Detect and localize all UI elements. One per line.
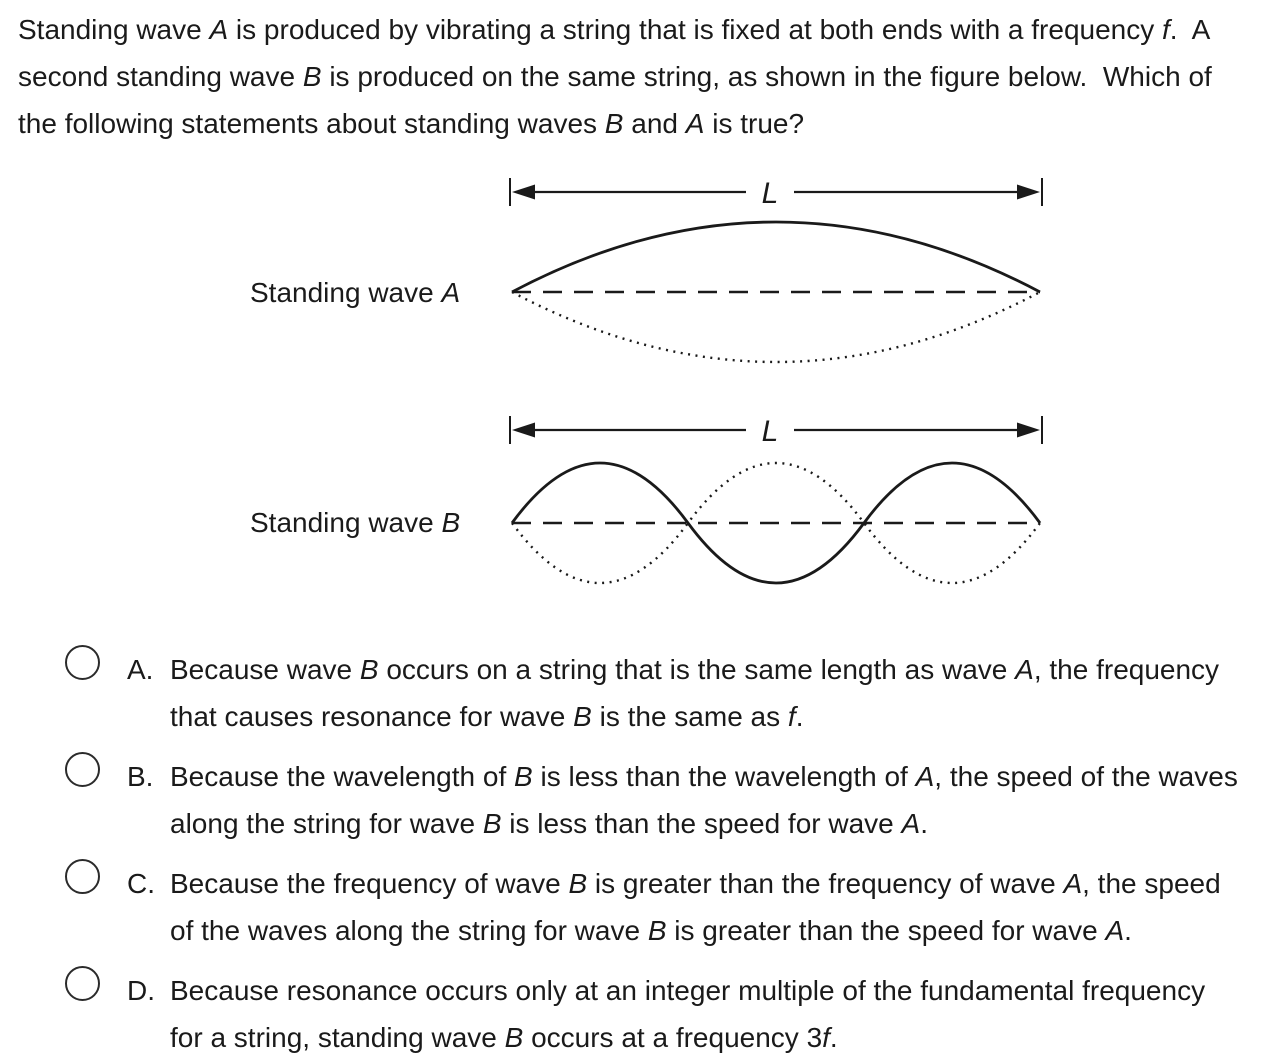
option-a-line-1: Because wave B occurs on a string that is the same length as wave A, the frequency: [170, 654, 1220, 685]
wave-b-diagram: [498, 408, 1054, 608]
wave-a-label: Standing wave A: [250, 277, 461, 308]
length-label: L: [761, 415, 779, 448]
wave-a-dotted-curve: [512, 292, 1040, 362]
option-a-text: [170, 646, 1219, 740]
answer-option-b: [0, 753, 1280, 849]
wave-b-string: [512, 463, 1040, 583]
option-b-line-1: Because the wavelength of B is less than the wavelength of A, the speed of the waves: [170, 761, 1238, 792]
wave-a-length-dimension: [510, 177, 1042, 210]
option-b-line-2: along the string for wave B is less than the speed for wave A.: [170, 808, 928, 839]
answer-option-c: [0, 860, 1280, 956]
answer-option-a: [0, 646, 1280, 742]
question-line-2: second standing wave B is produced on the same string, as shown in the figure below. Which of: [18, 61, 1212, 92]
option-a-letter: A.: [127, 654, 154, 685]
option-c-text: [170, 860, 1221, 954]
wave-a-diagram: [498, 170, 1054, 376]
option-d-letter: D.: [127, 975, 155, 1006]
radio-button-option-a[interactable]: [65, 645, 100, 680]
option-a-line-2: that causes resonance for wave B is the same as f.: [170, 701, 804, 732]
wave-b-label: Standing wave B: [250, 507, 461, 538]
wave-a-string: [512, 222, 1040, 362]
option-d-line-2: for a string, standing wave B occurs at a frequency 3f.: [170, 1022, 838, 1053]
question-line-1: Standing wave A is produced by vibrating a string that is fixed at both ends with a frequency f. A: [18, 14, 1211, 45]
option-d-line-1: Because resonance occurs only at an integer multiple of the fundamental frequency: [170, 975, 1206, 1006]
wave-b-length-dimension: [510, 415, 1042, 448]
radio-button-option-d[interactable]: [65, 966, 100, 1001]
option-b-text: [170, 753, 1238, 847]
radio-button-option-b[interactable]: [65, 752, 100, 787]
question-text: [18, 6, 1212, 147]
wave-a-solid-curve: [512, 222, 1040, 292]
option-c-line-2: of the waves along the string for wave B is greater than the speed for wave A.: [170, 915, 1132, 946]
answer-option-d: [0, 967, 1280, 1063]
option-c-line-1: Because the frequency of wave B is greater than the frequency of wave A, the speed: [170, 868, 1221, 899]
option-c-letter: C.: [127, 868, 155, 899]
option-b-letter: B.: [127, 761, 154, 792]
length-label: L: [761, 177, 779, 210]
question-line-3: the following statements about standing waves B and A is true?: [18, 108, 805, 139]
option-d-text: [170, 967, 1205, 1061]
radio-button-option-c[interactable]: [65, 859, 100, 894]
